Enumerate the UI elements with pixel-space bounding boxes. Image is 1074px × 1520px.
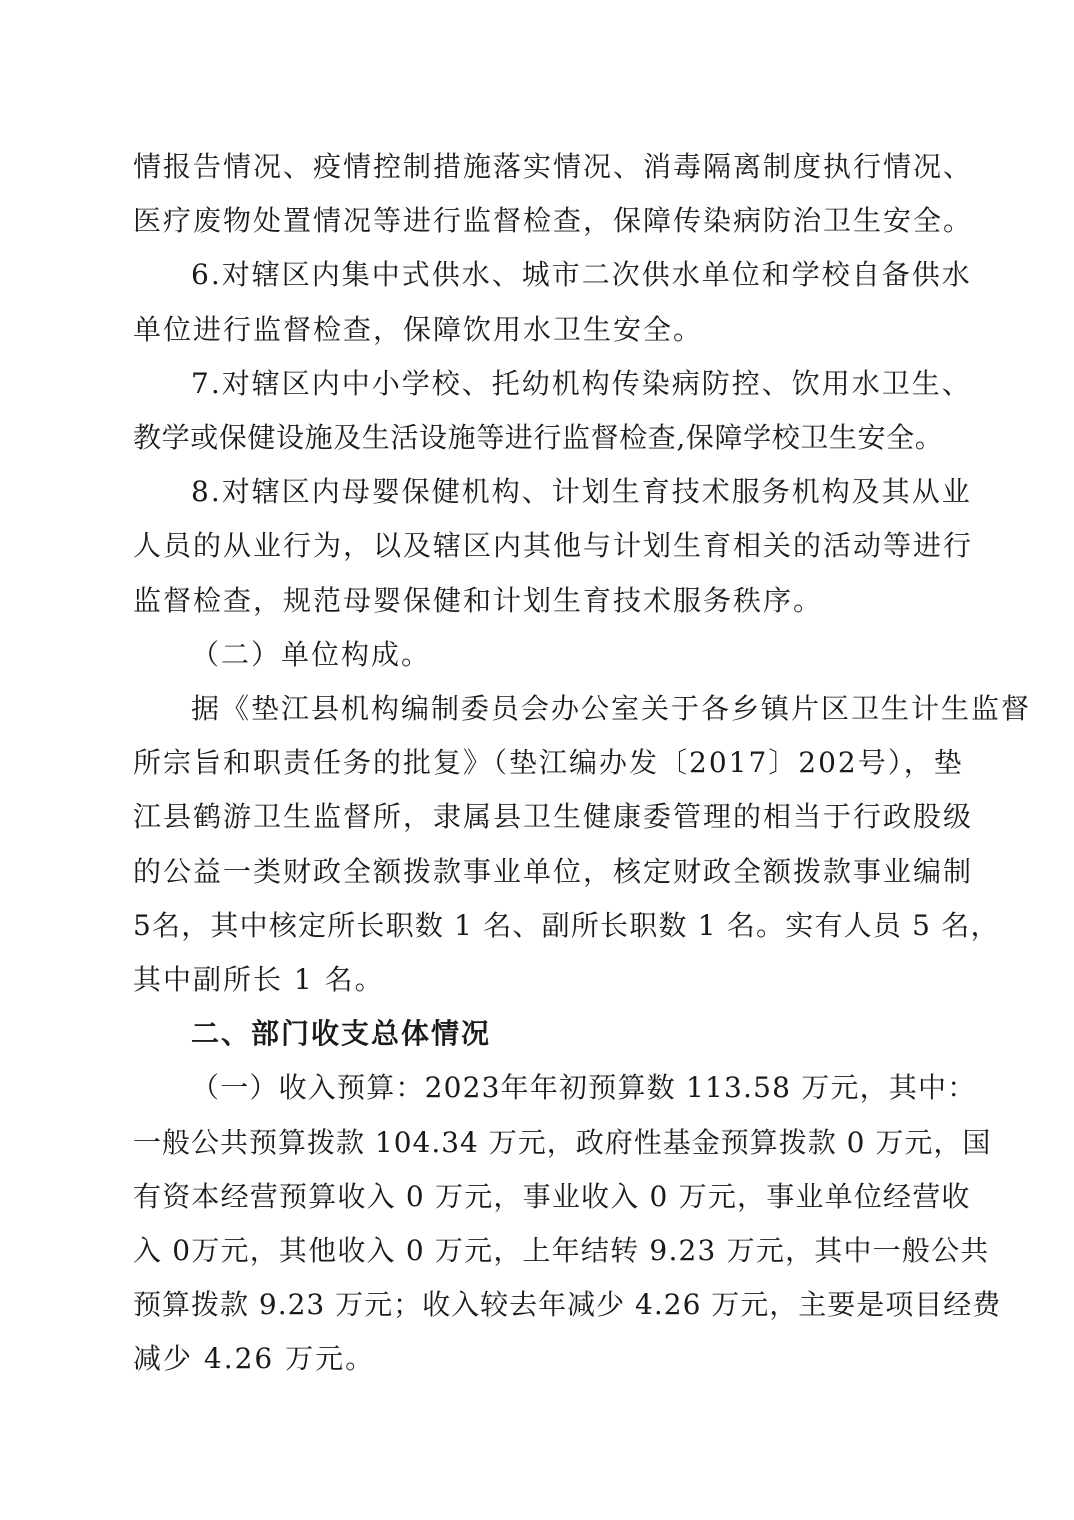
text-line: 医疗废物处置情况等进行监督检查，保障传染病防治卫生安全。 — [133, 204, 974, 238]
text-line: （一）收入预算：2023年年初预算数 113.58 万元，其中： — [191, 1071, 977, 1105]
document-body — [133, 140, 1032, 1387]
text-line: 据《垫江县机构编制委员会办公室关于各乡镇片区卫生计生监督 — [191, 692, 1032, 726]
text-line: 6.对辖区内集中式供水、城市二次供水单位和学校自备供水 — [191, 258, 972, 292]
subheading-unit-composition — [133, 628, 943, 682]
paragraph-unit-composition — [133, 682, 1032, 1007]
text-line: 5名，其中核定所长职数 1 名、副所长职数 1 名。实有人员 5 名， — [133, 908, 1000, 942]
paragraph-item-6 — [133, 248, 972, 356]
paragraph-income-budget — [133, 1061, 1002, 1386]
text-line: 其中副所长 1 名。 — [133, 963, 385, 997]
text-line: 情报告情况、疫情控制措施落实情况、消毒隔离制度执行情况、 — [133, 150, 974, 183]
paragraph-supervision-continued — [133, 140, 974, 248]
text-line: 一般公共预算拨款 104.34 万元，政府性基金预算拨款 0 万元，国 — [133, 1125, 992, 1159]
text-line: 教学或保健设施及生活设施等进行监督检查,保障学校卫生安全。 — [133, 421, 944, 455]
text-line: 的公益一类财政全额拨款事业单位，核定财政全额拨款事业编制 — [133, 854, 974, 888]
text-line: 8.对辖区内母婴保健机构、计划生育技术服务机构及其从业 — [191, 475, 972, 509]
text-line: 江县鹤游卫生监督所，隶属县卫生健康委管理的相当于行政股级 — [133, 800, 974, 834]
text-line: 有资本经营预算收入 0 万元，事业收入 0 万元，事业单位经营收 — [133, 1179, 971, 1213]
text-line: 所宗旨和职责任务的批复》（垫江编办发〔2017〕202号），垫 — [133, 746, 964, 780]
text-line: 人员的从业行为，以及辖区内其他与计划生育相关的活动等进行 — [133, 529, 974, 563]
text-line: （二）单位构成。 — [191, 637, 432, 671]
text-line: 预算拨款 9.23 万元；收入较去年减少 4.26 万元，主要是项目经费 — [133, 1288, 1002, 1322]
paragraph-item-8 — [133, 465, 974, 628]
text-line: 监督检查，规范母婴保健和计划生育技术服务秩序。 — [133, 583, 824, 617]
text-line: 二、部门收支总体情况 — [191, 1017, 492, 1051]
paragraph-item-7 — [133, 357, 972, 465]
section-heading-income-expenditure — [133, 1007, 943, 1061]
text-line: 7.对辖区内中小学校、托幼机构传染病防控、饮用水卫生、 — [191, 366, 972, 400]
text-line: 减少 4.26 万元。 — [133, 1342, 376, 1376]
text-line: 单位进行监督检查，保障饮用水卫生安全。 — [133, 312, 704, 346]
text-line: 入 0万元，其他收入 0 万元，上年结转 9.23 万元，其中一般公共 — [133, 1234, 990, 1268]
